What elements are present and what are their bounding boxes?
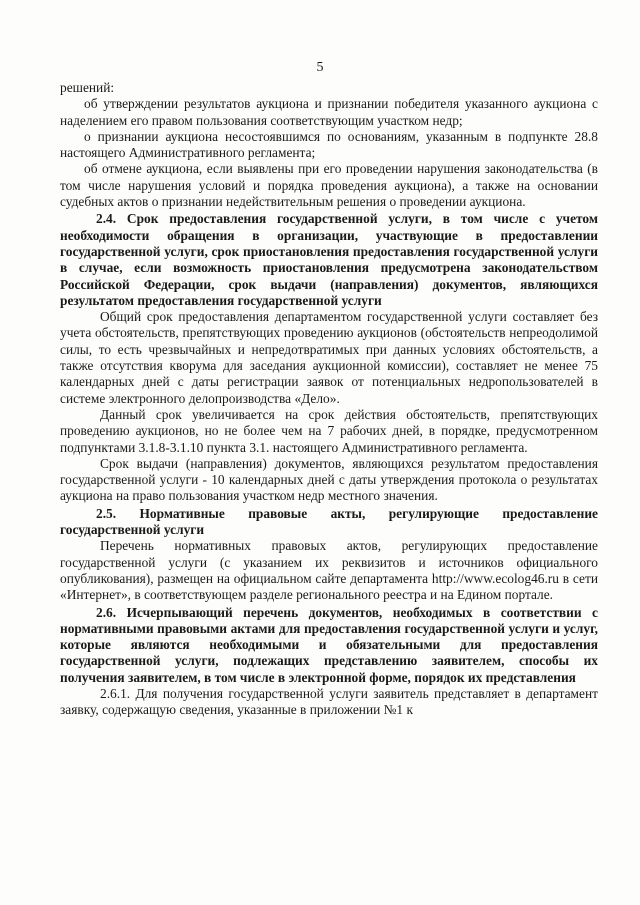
paragraph: Срок выдачи (направления) документов, являющихся результатом предоставления государственной услуги - 10 календарных дней с даты утверждения протокола о результатах аукциона на право пользования участком недр местного значения. <box>60 455 598 504</box>
document-body <box>60 80 598 719</box>
paragraph-item: об утверждении результатов аукциона и признании победителя указанного аукциона с наделением его правом пользования соответствующим участком недр; <box>60 96 598 128</box>
paragraph-continuation: решений: <box>60 80 115 95</box>
paragraph: Перечень нормативных правовых актов, регулирующих предоставление государственной услуги (с указанием их реквизитов и источников официального опубликования), размещен на официальном сайте департамента http://www.ecolog46.ru в сети «Интернет», в соответствующем разделе регионального реестра и на Едином портале. <box>60 538 598 603</box>
paragraph-item: об отмене аукциона, если выявлены при его проведении нарушения законодательства (в том числе нарушения условий и порядка проведения аукциона), а также на основании судебных актов о признании недействительным решения о проведении аукциона. <box>60 161 598 210</box>
page-number: 5 <box>316 60 324 75</box>
section-heading-2-5: 2.5. Нормативные правовые акты, регулирующие предоставление государственной услуги <box>60 505 598 538</box>
paragraph: Данный срок увеличивается на срок действия обстоятельств, препятствующих проведению аукционов, но не более чем на 7 рабочих дней, в порядке, предусмотренном подпунктами 3.1.8-3.1.10 пункта 3.1. настоящего Административного регламента. <box>60 406 598 455</box>
section-heading-2-6: 2.6. Исчерпывающий перечень документов, необходимых в соответствии с нормативными правовыми актами для предоставления государственной услуги и услуг, которые являются необходимыми и обязательными для предоставления государственной услуги, подлежащих представлению заявителем, способы их получения заявителем, в том числе в электронной форме, порядок их представления <box>60 604 598 685</box>
paragraph: Общий срок предоставления департаментом государственной услуги составляет без учета обстоятельств, препятствующих проведению аукционов (обстоятельств непреодолимой силы, то есть чрезвычайных и непредотвратимых при данных условиях обстоятельств, а также отсутствия кворума для заседания аукционной комиссии), составляет не менее 75 календарных дней с даты регистрации заявок от потенциальных недропользователей в системе электронного делопроизводства «Дело». <box>60 309 598 406</box>
paragraph: 2.6.1. Для получения государственной услуги заявитель представляет в департамент заявку, содержащую сведения, указанные в приложении №1 к <box>60 685 598 718</box>
section-heading-2-4: 2.4. Срок предоставления государственной услуги, в том числе с учетом необходимости обращения в организации, участвующие в предоставлении государственной услуги, срок приостановления предоставления государственной услуги в случае, если возможность приостановления предусмотрена законодательством Российской Федерации, срок выдачи (направления) документов, являющихся результатом предоставления государственной услуги <box>60 211 598 308</box>
paragraph-item: о признании аукциона несостоявшимся по основаниям, указанным в подпункте 28.8 настоящего Административного регламента; <box>60 128 598 161</box>
